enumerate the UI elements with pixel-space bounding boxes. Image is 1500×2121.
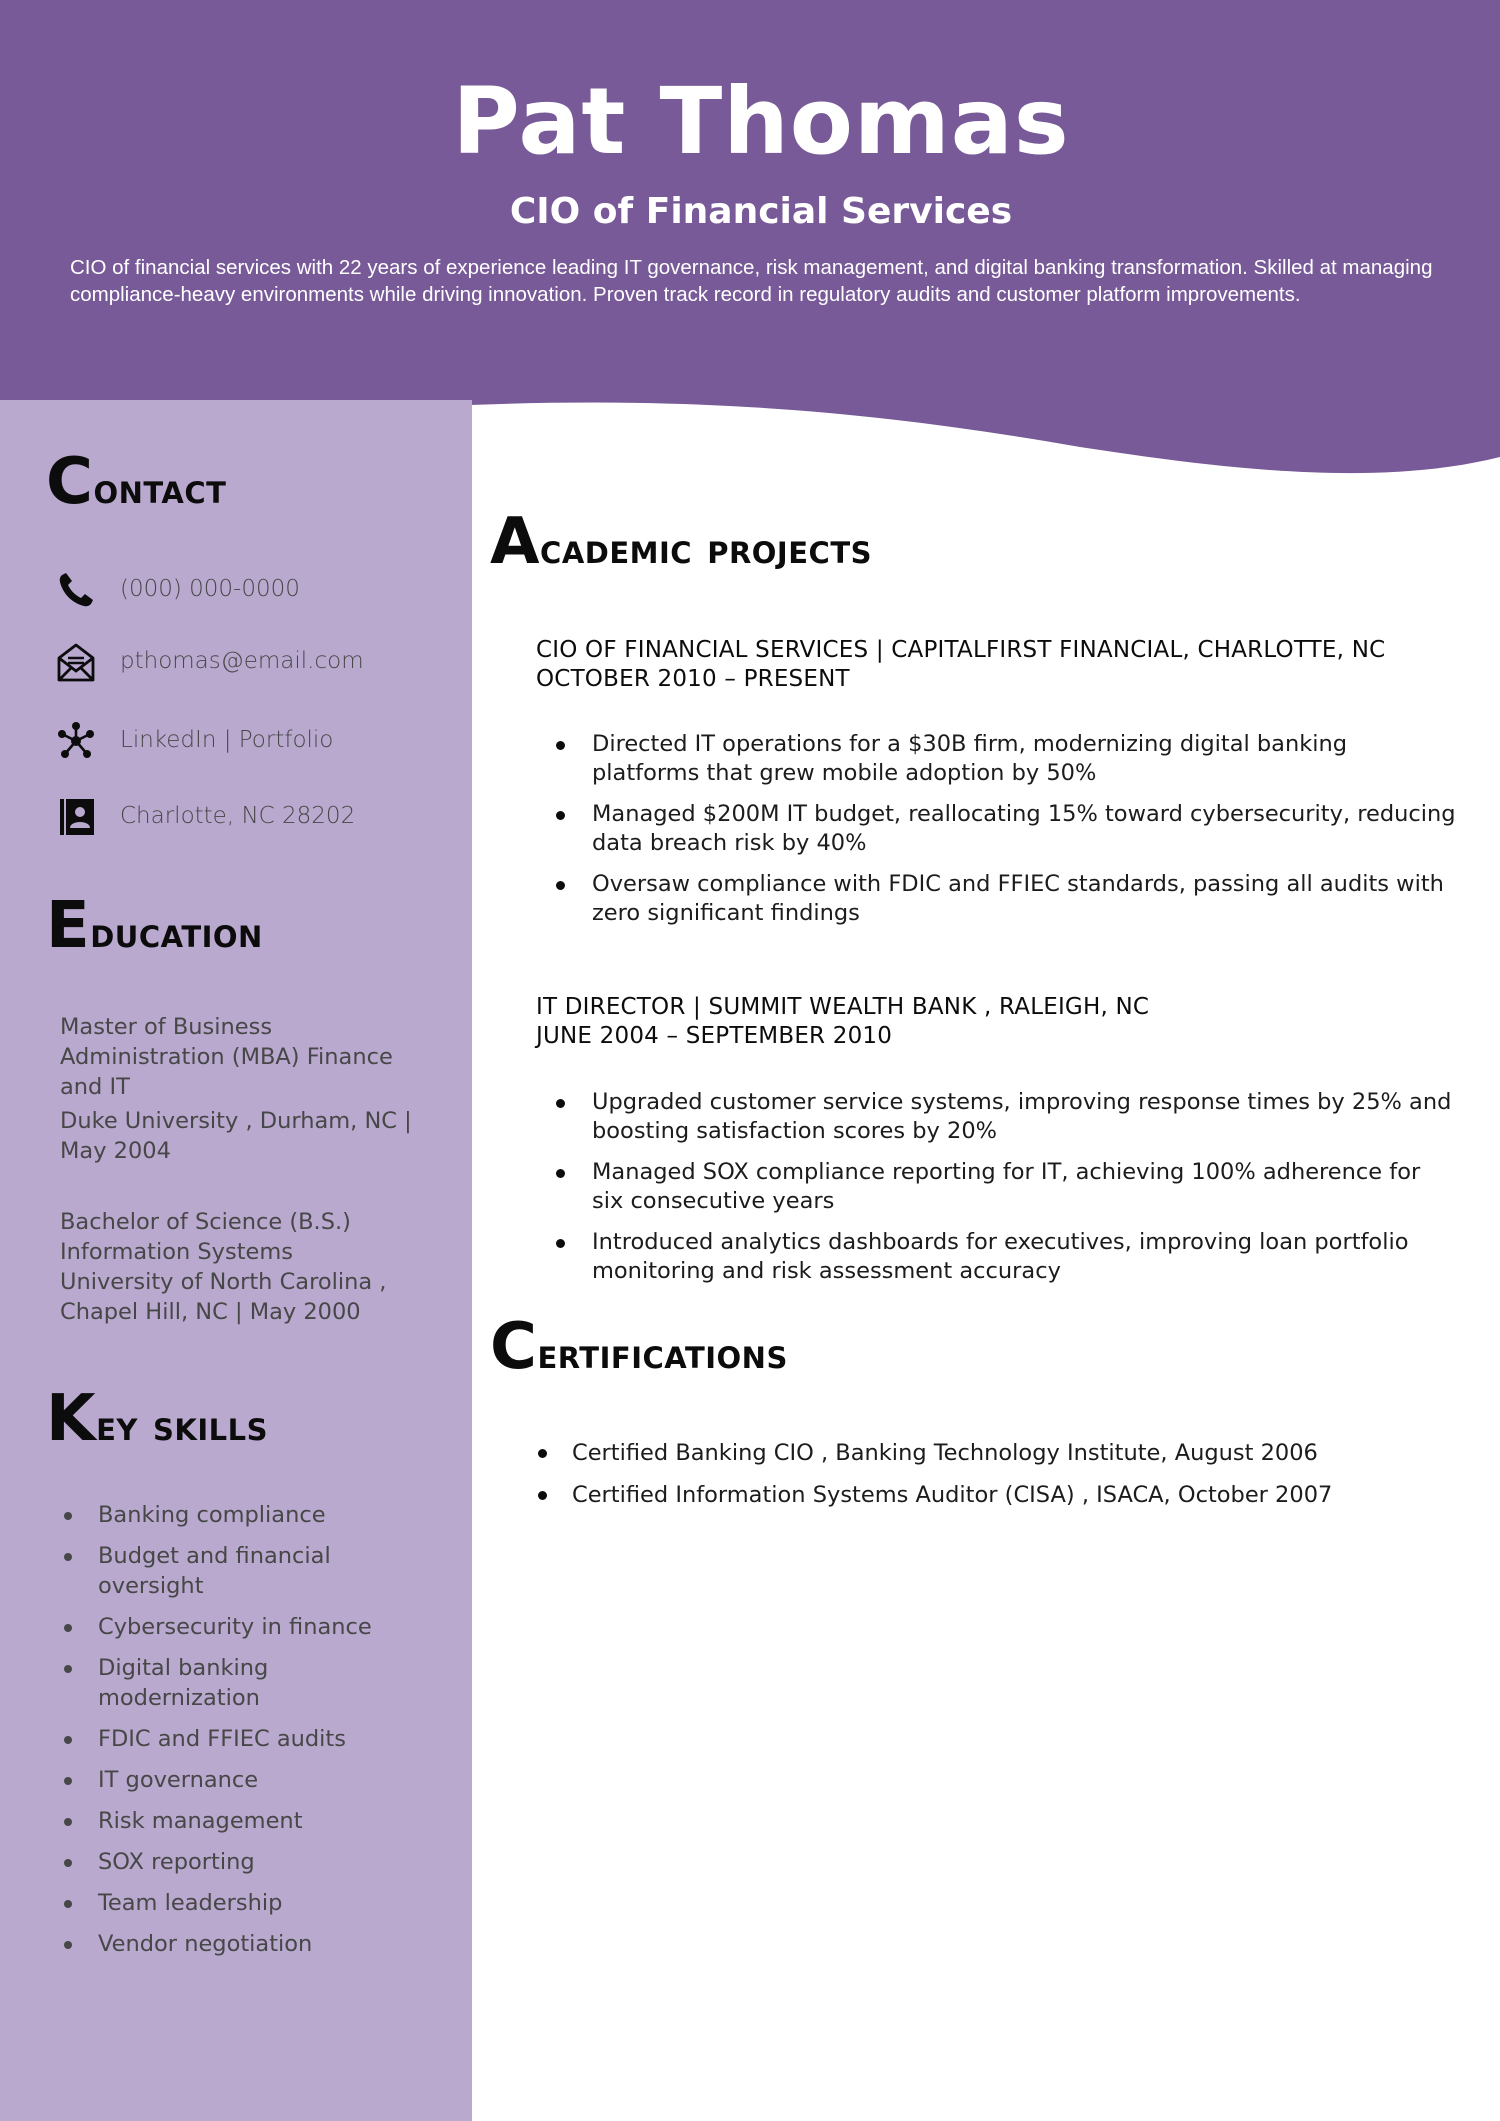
skill-item: Risk management bbox=[62, 1806, 422, 1836]
contact-email: pthomas@email.com bbox=[56, 638, 456, 686]
job-bullet: Oversaw compliance with FDIC and FFIEC standards, passing all audits with zero significant findings bbox=[556, 870, 1456, 928]
skill-item: SOX reporting bbox=[62, 1847, 422, 1877]
education-entry bbox=[60, 1012, 430, 1166]
education-degree: Bachelor of Science (B.S.) Information Systems bbox=[60, 1209, 351, 1265]
network-icon bbox=[56, 721, 96, 761]
phone-icon bbox=[56, 570, 96, 610]
professional-summary: CIO of financial services with 22 years of experience leading IT governance, risk management, and digital banking transformation. Skilled at managing compliance-heavy environments while driving innovation. Proven track record in regulatory audits and customer platform improvements. bbox=[70, 256, 1433, 306]
job-title: CIO OF FINANCIAL SERVICES | CAPITALFIRST FINANCIAL, CHARLOTTE, NC bbox=[536, 637, 1386, 663]
email-icon bbox=[56, 642, 96, 682]
job-bullet: Managed SOX compliance reporting for IT, achieving 100% adherence for six consecutive years bbox=[556, 1158, 1456, 1216]
skills-heading: Key skills bbox=[46, 1382, 269, 1456]
education-heading: Education bbox=[46, 889, 263, 963]
address-card-icon bbox=[56, 797, 96, 837]
education-entry bbox=[60, 1207, 430, 1327]
skills-list bbox=[62, 1500, 422, 1970]
candidate-name: Pat Thomas bbox=[452, 68, 1070, 175]
skill-item: Digital banking modernization bbox=[62, 1653, 422, 1713]
job-header bbox=[536, 636, 1466, 694]
candidate-role: CIO of Financial Services bbox=[509, 191, 1013, 232]
job-bullet: Managed $200M IT budget, reallocating 15% toward cybersecurity, reducing data breach risk by 40% bbox=[556, 800, 1456, 858]
skill-item: Team leadership bbox=[62, 1888, 422, 1918]
skill-item: Budget and financial oversight bbox=[62, 1541, 422, 1601]
education-degree: Master of Business Administration (MBA) Finance and IT bbox=[60, 1014, 393, 1100]
job-bullet: Directed IT operations for a $30B firm, modernizing digital banking platforms that grew mobile adoption by 50% bbox=[556, 730, 1456, 788]
contact-location: Charlotte, NC 28202 bbox=[56, 793, 456, 841]
job-bullets bbox=[556, 1088, 1456, 1298]
job-dates: OCTOBER 2010 – PRESENT bbox=[536, 666, 850, 692]
education-school: University of North Carolina , Chapel Hill, NC | May 2000 bbox=[60, 1269, 387, 1325]
skill-item: FDIC and FFIEC audits bbox=[62, 1724, 422, 1754]
contact-links: LinkedIn | Portfolio bbox=[56, 717, 456, 765]
projects-heading: Academic projects bbox=[490, 505, 872, 579]
certification-item: Certified Information Systems Auditor (CISA) , ISACA, October 2007 bbox=[536, 1480, 1456, 1510]
skill-item: IT governance bbox=[62, 1765, 422, 1795]
contact-heading: Contact bbox=[46, 445, 227, 519]
job-dates: JUNE 2004 – SEPTEMBER 2010 bbox=[536, 1023, 893, 1049]
certifications-heading: Certifications bbox=[490, 1310, 788, 1384]
job-title: IT DIRECTOR | SUMMIT WEALTH BANK , RALEIGH, NC bbox=[536, 994, 1150, 1020]
job-header bbox=[536, 993, 1466, 1051]
certification-item: Certified Banking CIO , Banking Technology Institute, August 2006 bbox=[536, 1438, 1456, 1468]
job-bullets bbox=[556, 730, 1456, 940]
certifications-list bbox=[536, 1438, 1456, 1522]
skill-item: Vendor negotiation bbox=[62, 1929, 422, 1959]
contact-phone: (000) 000-0000 bbox=[56, 566, 456, 614]
job-bullet: Upgraded customer service systems, improving response times by 25% and boosting satisfaction scores by 20% bbox=[556, 1088, 1456, 1146]
header bbox=[0, 0, 1500, 400]
skill-item: Banking compliance bbox=[62, 1500, 422, 1530]
education-school: Duke University , Durham, NC | May 2004 bbox=[60, 1108, 412, 1164]
job-bullet: Introduced analytics dashboards for executives, improving loan portfolio monitoring and risk assessment accuracy bbox=[556, 1228, 1456, 1286]
skill-item: Cybersecurity in finance bbox=[62, 1612, 422, 1642]
